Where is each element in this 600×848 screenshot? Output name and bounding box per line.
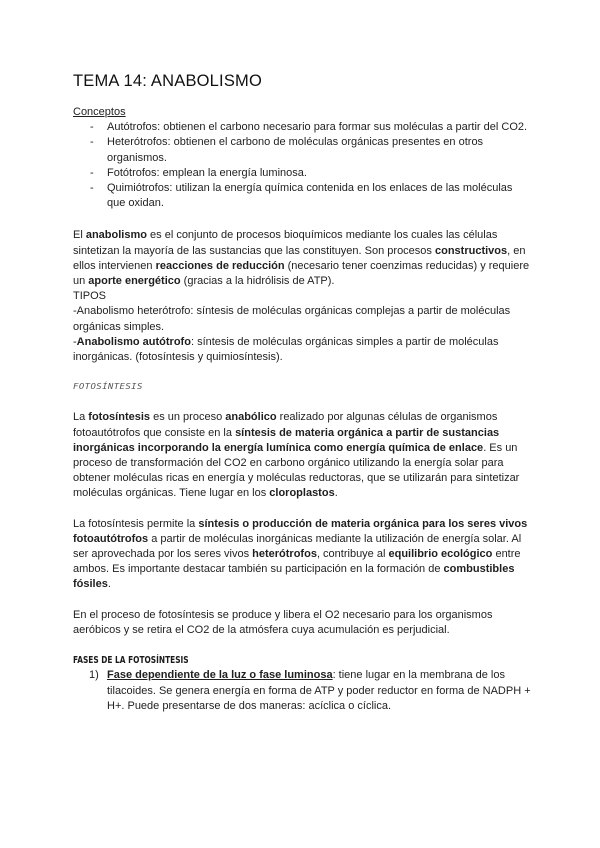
section-heading-phases: FASES DE LA FOTOSÍNTESIS: [73, 655, 189, 667]
photosynthesis-paragraph-3: En el proceso de fotosíntesis se produce y libera el O2 necesario para los organismos aeróbicos y se retira el CO2 de la atmósfera cuya acumulación es perjudicial.: [73, 608, 493, 636]
anabolism-paragraph: El anabolismo es el conjunto de procesos bioquímicos mediante los cuales las células sintetizan la mayoría de las sustancias que las constituyen. Son procesos constructivos, en ellos intervienen reacciones de reducción (necesario tener coenzimas reducidas) y requiere un aporte energético (gracias a la hidrólisis de ATP).: [73, 229, 530, 288]
type-heterotrophic: -Anabolismo heterótrofo: síntesis de moléculas orgánicas complejas a partir de moléculas orgánicas simples.: [73, 305, 511, 333]
list-item: [73, 668, 533, 714]
types-label: TIPOS: [73, 290, 107, 303]
type-autotrophic: -Anabolismo autótrofo: síntesis de moléculas orgánicas simples a partir de moléculas inorgánicas. (fotosíntesis y quimiosíntesis).: [73, 335, 499, 364]
phases-list: [73, 668, 533, 714]
list-item: - Autótrofos: obtienen el carbono necesario para formar sus moléculas a partir del CO2.: [73, 120, 533, 135]
phase-description: : tiene lugar en la membrana de los tilacoides. Se genera energía en forma de ATP y poder reductor en forma de NADPH + H+. Puede presentarse de dos maneras: acíclica o cíclica.: [107, 669, 531, 712]
list-item: - Quimiótrofos: utilizan la energía química contenida en los enlaces de las moléculas que oxidan.: [73, 181, 533, 211]
list-item: - Fotótrofos: emplean la energía luminosa.: [73, 166, 533, 181]
photosynthesis-paragraph-1: La fotosíntesis es un proceso anabólico realizado por algunas células de organismos fotoautótrofos que consiste en la síntesis de materia orgánica a partir de sustancias inorgánicas incorporando la energía lumínica como energía química de enlace. Es un proceso de transformación del CO2 en carbono orgánico utilizando la energía solar para obtener moléculas ricas en energía y moléculas reductoras, que se utilizarán para sintetizar moléculas orgánicas. Tiene lugar en los cloroplastos.: [73, 411, 520, 500]
document-body: [73, 105, 533, 714]
phase-title: Fase dependiente de la luz o fase luminosa: [107, 669, 333, 682]
photosynthesis-paragraph-2: La fotosíntesis permite la síntesis o producción de materia orgánica para los seres vivos fotoautótrofos a partir de moléculas inorgánicas mediante la utilización de energía solar. Al ser aprovechada por los seres vivos heterótrofos, contribuye al equilibrio ecológico entre ambos. Es importante destacar también su participación en la formación de combustibles fósiles.: [73, 517, 528, 591]
phase-number: 1): [89, 669, 99, 682]
concepts-list: [73, 120, 533, 211]
section-heading-photosynthesis: FOTOSÍNTESIS: [73, 382, 143, 392]
page-title: TEMA 14: ANABOLISMO: [73, 72, 263, 90]
concepts-heading: Conceptos: [73, 106, 126, 118]
list-item: - Heterótrofos: obtienen el carbono de moléculas orgánicas presentes en otros organismos.: [73, 135, 533, 165]
